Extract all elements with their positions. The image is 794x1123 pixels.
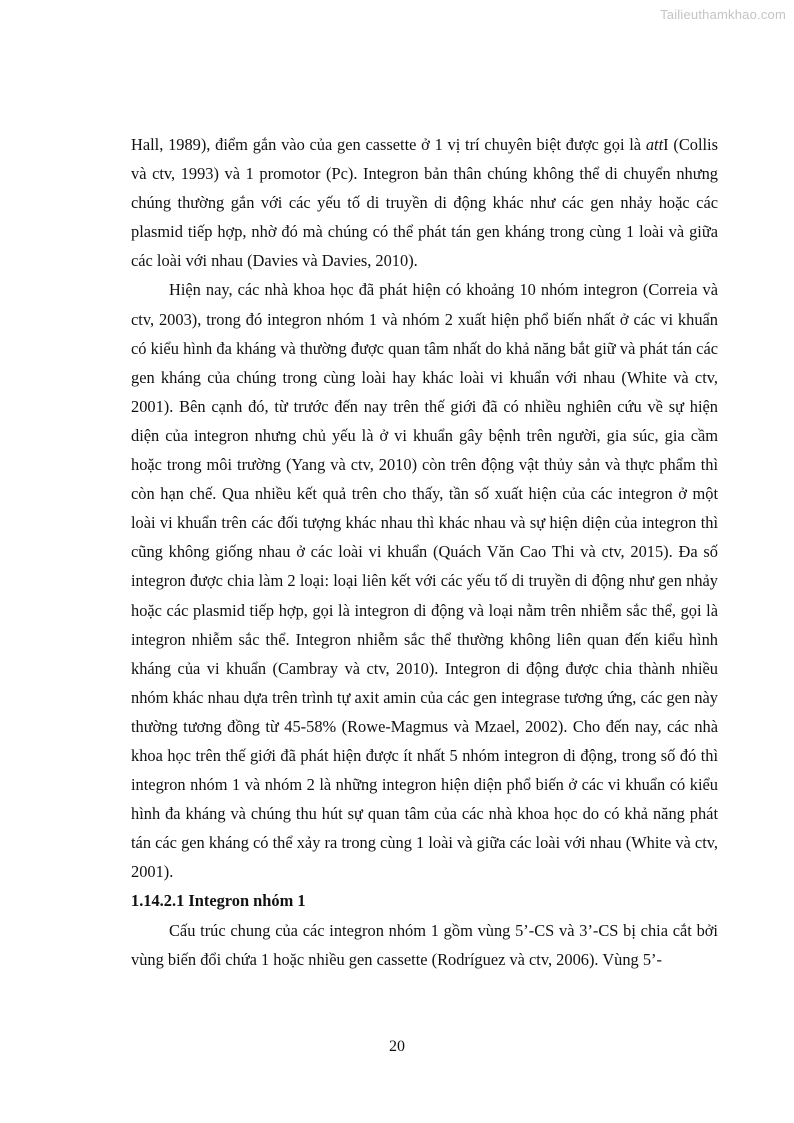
page-number: 20 bbox=[389, 1038, 405, 1055]
document-body bbox=[131, 130, 718, 974]
watermark: Tailieuthamkhao.com bbox=[660, 7, 786, 22]
paragraph-integron-groups: Hiện nay, các nhà khoa học đã phát hiện có khoảng 10 nhóm integron (Correia và ctv, 2003), trong đó integron nhóm 1 và nhóm 2 xuất hiện phổ biến nhất ở các vi khuẩn có kiểu hình đa kháng và thường được quan tâm nhất do khả năng bắt giữ và phát tán các gen kháng của chúng trong cùng loài hay khác loài vi khuẩn với nhau (White và ctv, 2001). Bên cạnh đó, từ trước đến nay trên thế giới đã có nhiều nghiên cứu về sự hiện diện của integron nhưng chủ yếu là ở vi khuẩn gây bệnh trên người, gia súc, gia cầm hoặc trong môi trường (Yang và ctv, 2010) còn trên động vật thủy sản và thực phẩm thì còn hạn chế. Qua nhiều kết quả trên cho thấy, tần số xuất hiện của các integron ở một loài vi khuẩn trên các đối tượng khác nhau thì khác nhau và sự hiện diện của integron thì cũng không giống nhau ở các loài vi khuẩn (Quách Văn Cao Thi và ctv, 2015). Đa số integron được chia làm 2 loại: loại liên kết với các yếu tố di truyền di động như gen nhảy hoặc các plasmid tiếp hợp, gọi là integron di động và loại nằm trên nhiễm sắc thể, gọi là integron nhiễm sắc thể. Integron nhiễm sắc thể thường không liên quan đến kiểu hình kháng của vi khuẩn (Cambray và ctv, 2010). Integron di động được chia thành nhiều nhóm khác nhau dựa trên trình tự axit amin của các gen integrase tương ứng, các gen này thường tương đồng từ 45-58% (Rowe-Magmus và Mzael, 2002). Cho đến nay, các nhà khoa học trên thế giới đã phát hiện được ít nhất 5 nhóm integron di động, trong số đó thì integron nhóm 1 và nhóm 2 là những integron hiện diện phổ biến ở các vi khuẩn có kiểu hình đa kháng và chúng thu hút sự quan tâm của các nhà khoa học do có khả năng phát tán các gen kháng có thể xảy ra trong cùng 1 loài và giữa các loài với nhau (White và ctv, 2001). bbox=[131, 280, 718, 882]
paragraph-text: I (Collis và ctv, 1993) và 1 promotor (Pc). Integron bản thân chúng không thể di chuyển nhưng chúng thường gắn với các yếu tố di truyền di động khác như các gen nhảy hoặc các plasmid tiếp hợp, nhờ đó mà chúng có thể phát tán gen kháng trong cùng 1 loài và giữa các loài với nhau (Davies và Davies, 2010). bbox=[131, 135, 718, 271]
italic-term: att bbox=[645, 135, 664, 154]
paragraph-continuation bbox=[131, 130, 718, 275]
paragraph-text: Hall, 1989), điểm gắn vào của gen cassette ở 1 vị trí chuyên biệt được gọi là bbox=[131, 135, 646, 154]
paragraph-structure: Cấu trúc chung của các integron nhóm 1 gồm vùng 5’-CS và 3’-CS bị chia cắt bởi vùng biến đổi chứa 1 hoặc nhiều gen cassette (Rodríguez và ctv, 2006). Vùng 5’- bbox=[131, 920, 718, 969]
section-heading: 1.14.2.1 Integron nhóm 1 bbox=[131, 891, 306, 911]
